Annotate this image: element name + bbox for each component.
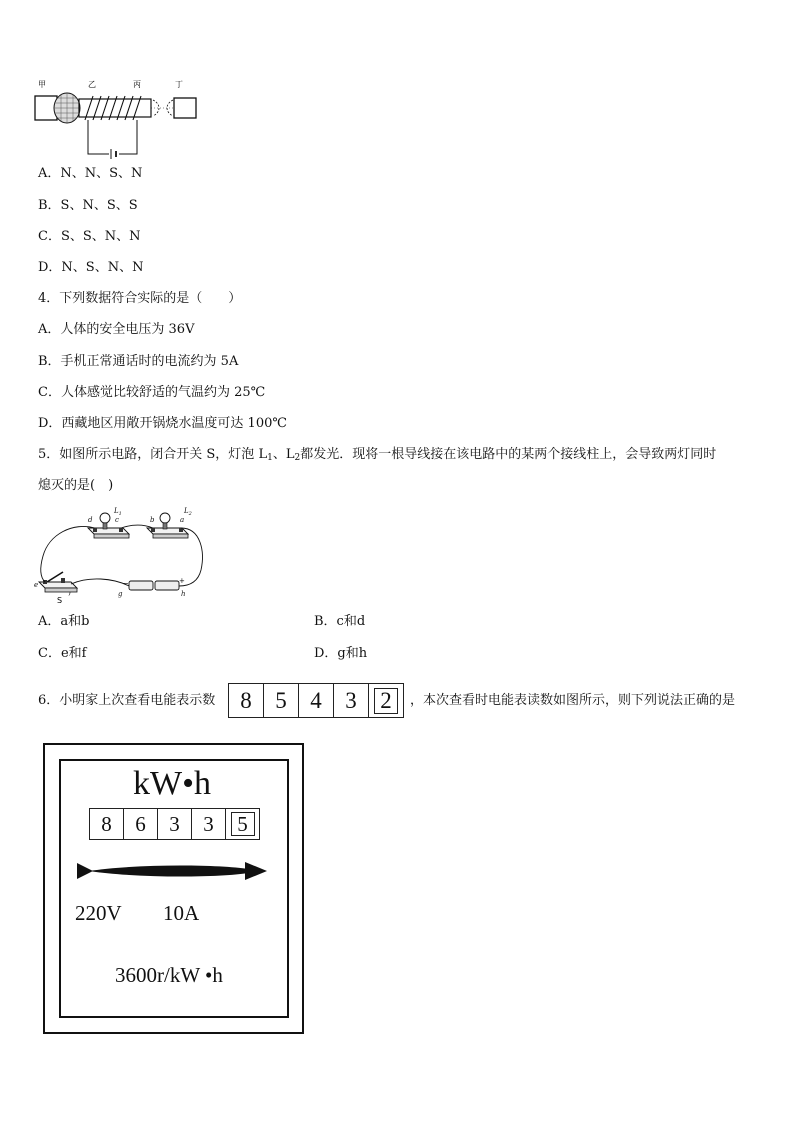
label-bing: 丙: [133, 80, 141, 89]
meter-digit: 6: [124, 809, 158, 839]
label-minus: −: [122, 579, 129, 588]
prev-decimal-box: 2: [374, 688, 398, 714]
meter-decimal-box: 5: [231, 812, 255, 836]
label-a: a: [180, 516, 185, 524]
prev-digit: 3: [334, 684, 369, 717]
q6-stem-pre: 6．小明家上次查看电能表示数: [38, 693, 216, 708]
q5-stem-line2: 熄灭的是( ): [38, 478, 114, 493]
q5-option-a: A．a和b: [38, 614, 90, 629]
q5-stem-pre: 5．如图所示电路，闭合开关 S，灯泡 L: [38, 447, 268, 462]
solenoid-figure: [33, 78, 198, 162]
q5-sub-1: 1: [267, 453, 273, 463]
prev-decimal-digit: [369, 684, 403, 717]
meter-decimal-digit: [226, 809, 259, 839]
q4-option-d: D．西藏地区用敞开锅烧水温度可达 100℃: [38, 416, 287, 431]
q5-stem-post: 都发光．现将一根导线接在该电路中的某两个接线柱上，会导致两灯同时: [300, 447, 717, 462]
q5-stem: [38, 446, 716, 467]
label-g: g: [118, 590, 123, 598]
meter-digit: 3: [158, 809, 192, 839]
q4-stem: 4．下列数据符合实际的是（ ）: [38, 291, 242, 306]
meter-unit: kW•h: [133, 765, 211, 802]
prev-digit: 8: [229, 684, 264, 717]
circuit-figure: [33, 504, 208, 607]
current-meter-reading: [89, 808, 260, 840]
label-ding: 丁: [175, 80, 183, 89]
q4-option-a: A．人体的安全电压为 36V: [38, 322, 195, 337]
meter-current: 10A: [163, 901, 200, 925]
q6-stem-post: ，本次查看时电能表读数如图所示，则下列说法正确的是: [410, 693, 736, 708]
q5-sub-2: 2: [294, 453, 301, 463]
q4-option-c: C．人体感觉比较舒适的气温约为 25℃: [38, 385, 266, 400]
label-h: h: [181, 590, 186, 598]
electricity-meter: [43, 743, 304, 1034]
meter-voltage: 220V: [75, 901, 122, 925]
prev-digit: 4: [299, 684, 334, 717]
meter-digit: 3: [192, 809, 226, 839]
q3-option-a: A．N、N、S、N: [38, 166, 143, 181]
meter-digit: 8: [90, 809, 124, 839]
label-c: c: [115, 516, 119, 524]
q5-option-d: D．g和h: [314, 646, 368, 661]
label-jia: 甲: [38, 80, 46, 89]
meter-face: [59, 759, 289, 1018]
label-b: b: [150, 516, 155, 524]
meter-constant: 3600r/kW •h: [115, 963, 223, 987]
q3-option-c: C．S、S、N、N: [38, 229, 141, 244]
prev-digit: 5: [264, 684, 299, 717]
q5-option-b: B．c和d: [314, 614, 366, 629]
q4-option-b: B．手机正常通话时的电流约为 5A: [38, 354, 239, 369]
label-L1: $L_1$: [114, 507, 122, 517]
label-L2: $L_2$: [184, 507, 192, 517]
q5-stem-mid: 、L: [272, 447, 295, 462]
label-d: d: [88, 516, 93, 524]
q3-option-d: D．N、S、N、N: [38, 260, 144, 275]
q5-option-c: C．e和f: [38, 646, 87, 661]
label-yi: 乙: [88, 80, 96, 89]
label-e: e: [34, 581, 39, 589]
previous-meter-reading: [228, 683, 404, 718]
q3-option-b: B．S、N、S、S: [38, 198, 138, 213]
arrow-icon: [75, 859, 269, 883]
label-plus: +: [179, 577, 185, 585]
label-S: S: [57, 596, 63, 605]
